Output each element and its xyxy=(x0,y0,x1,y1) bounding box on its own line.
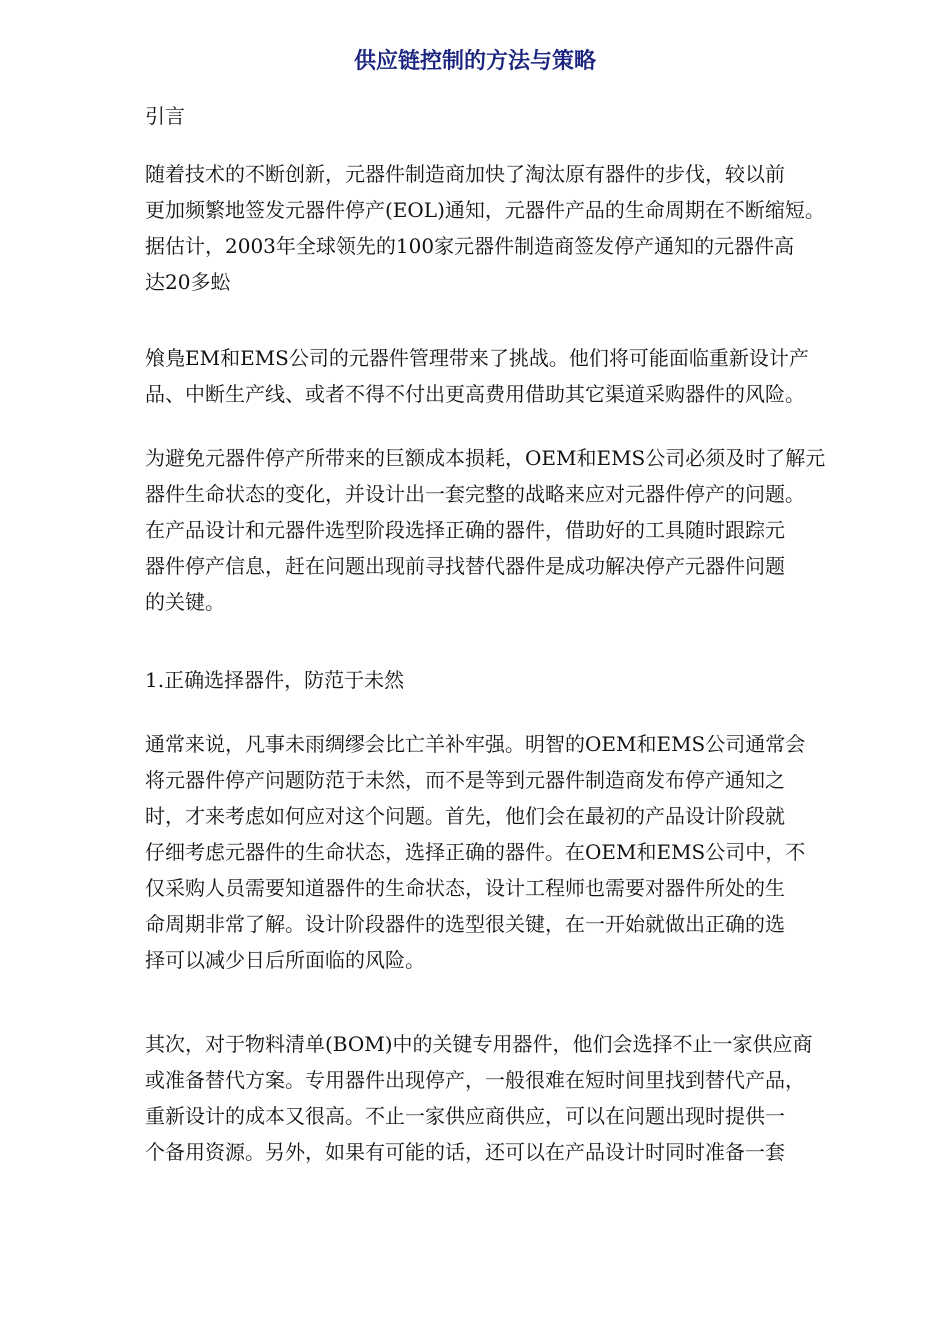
paragraph-line: 仅采购人员需要知道器件的生命状态，设计工程师也需要对器件所处的生 xyxy=(145,876,785,900)
paragraph-line: 器件生命状态的变化，并设计出一套完整的战略来应对元器件停产的问题。 xyxy=(145,482,805,506)
paragraph-line: 将元器件停产问题防范于未然，而不是等到元器件制造商发布停产通知之 xyxy=(145,768,785,792)
paragraph-line: 的关键。 xyxy=(145,590,225,614)
paragraph-line: 命周期非常了解。设计阶段器件的选型很关键，在一开始就做出正确的选 xyxy=(145,912,785,936)
paragraph-line: 据估计，2003年全球领先的100家元器件制造商签发停产通知的元器件高 xyxy=(145,234,795,258)
paragraph-1 xyxy=(145,156,875,300)
section-heading-intro xyxy=(145,98,875,134)
paragraph-3 xyxy=(145,440,875,620)
paragraph-line: 个备用资源。另外，如果有可能的话，还可以在产品设计时同时准备一套 xyxy=(145,1140,785,1164)
section-heading-1 xyxy=(145,662,875,698)
paragraph-line: 通常来说，凡事未雨绸缪会比亡羊补牢强。明智的OEM和EMS公司通常会 xyxy=(145,732,806,756)
paragraph-line: 随着技术的不断创新，元器件制造商加快了淘汰原有器件的步伐，较以前 xyxy=(145,162,785,186)
paragraph-line: 更加频繁地签发元器件停产(EOL)通知，元器件产品的生命周期在不断缩短。 xyxy=(145,198,825,222)
paragraph-line: 达20多蚣 xyxy=(145,270,231,294)
heading-text: 1.正确选择器件，防范于未然 xyxy=(145,668,405,692)
paragraph-line: 其次，对于物料清单(BOM)中的关键专用器件，他们会选择不止一家供应商 xyxy=(145,1032,813,1056)
paragraph-line: 飧鳬EM和EMS公司的元器件管理带来了挑战。他们将可能面临重新设计产 xyxy=(145,346,809,370)
paragraph-2 xyxy=(145,340,875,412)
document-title: 供应链控制的方法与策略 xyxy=(353,49,596,74)
paragraph-line: 品、中断生产线、或者不得不付出更高费用借助其它渠道采购器件的风险。 xyxy=(145,382,805,406)
paragraph-line: 或准备替代方案。专用器件出现停产，一般很难在短时间里找到替代产品， xyxy=(145,1068,805,1092)
paragraph-line: 重新设计的成本又很高。不止一家供应商供应，可以在问题出现时提供一 xyxy=(145,1104,785,1128)
paragraph-line: 仔细考虑元器件的生命状态，选择正确的器件。在OEM和EMS公司中，不 xyxy=(145,840,806,864)
paragraph-4 xyxy=(145,726,875,978)
heading-text: 引言 xyxy=(145,104,185,128)
paragraph-line: 择可以减少日后所面临的风险。 xyxy=(145,948,425,972)
paragraph-line: 在产品设计和元器件选型阶段选择正确的器件，借助好的工具随时跟踪元 xyxy=(145,518,785,542)
paragraph-5 xyxy=(145,1026,875,1170)
paragraph-line: 器件停产信息，赶在问题出现前寻找替代器件是成功解决停产元器件问题 xyxy=(145,554,785,578)
paragraph-line: 为避免元器件停产所带来的巨额成本损耗，OEM和EMS公司必须及时了解元 xyxy=(145,446,826,470)
paragraph-line: 时，才来考虑如何应对这个问题。首先，他们会在最初的产品设计阶段就 xyxy=(145,804,785,828)
